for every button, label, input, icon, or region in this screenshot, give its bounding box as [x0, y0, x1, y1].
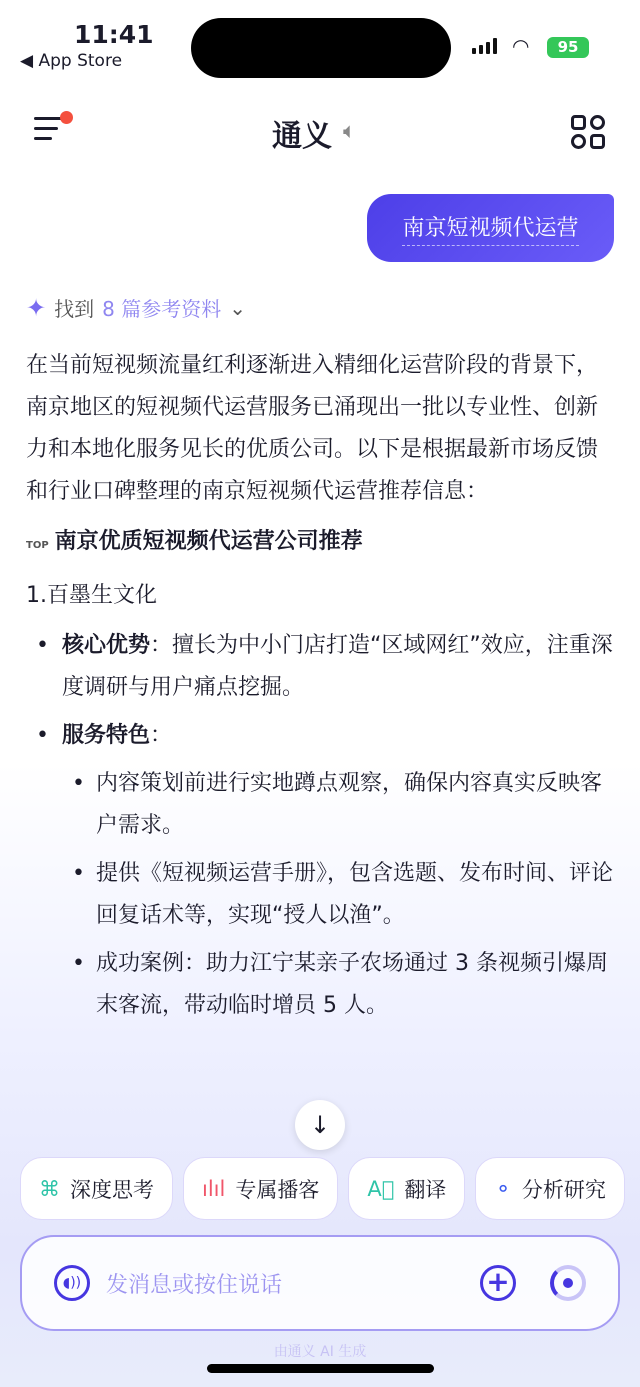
list-item — [26, 625, 616, 709]
list-item: • 提供《短视频运营手册》，包含选题、发布时间、评论回复话术等，实现“授人以渔”。 — [62, 853, 616, 937]
chip-deep-think[interactable] — [20, 1157, 173, 1220]
deep-think-icon: ⌘ — [39, 1176, 60, 1201]
chevron-down-icon: ⌄ — [229, 295, 246, 320]
page-title: 通义 — [272, 119, 332, 154]
company-details — [26, 625, 616, 1027]
svc-colon: ： — [150, 723, 173, 748]
chip-label: 分析研究 — [521, 1177, 606, 1202]
wifi-icon: ◠ — [512, 34, 530, 58]
list-item — [26, 715, 616, 1027]
input-placeholder[interactable]: 发消息或按住说话 — [106, 1272, 283, 1298]
speaker-icon[interactable]: 🔈︎ — [343, 119, 357, 144]
quick-actions — [20, 1157, 625, 1220]
translate-icon: A⃞ — [367, 1176, 395, 1201]
notification-dot — [60, 111, 73, 124]
scroll-down-button[interactable]: ↓ — [295, 1100, 345, 1150]
user-message-bubble[interactable] — [367, 194, 614, 262]
refs-prefix: 找到 — [54, 297, 95, 321]
message-input[interactable] — [20, 1235, 620, 1331]
voice-icon[interactable]: ◖)) — [54, 1265, 90, 1301]
top-nav — [0, 105, 640, 161]
references-toggle[interactable] — [26, 293, 246, 322]
chip-translate[interactable] — [348, 1157, 465, 1220]
home-indicator[interactable] — [207, 1364, 434, 1373]
section-title: 南京优质短视频代运营公司推荐 — [54, 529, 363, 554]
adv-label: 核心优势 — [62, 633, 151, 658]
ai-generated-notice: 由通义 AI 生成 — [273, 1344, 367, 1360]
adv-text: ：擅长为中小门店打造“区域网红”效应，注重深度调研与用户痛点挖掘。 — [62, 633, 613, 700]
clock: 11:41 — [74, 20, 154, 49]
list-item: • 内容策划前进行实地蹲点观察，确保内容真实反映客户需求。 — [62, 763, 616, 847]
chip-podcast[interactable] — [183, 1157, 338, 1220]
sparkle-icon: ✦ — [26, 293, 47, 322]
list-item: • 成功案例：助力江宁某亲子农场通过 3 条视频引爆周末客流，带动临时增员 5 人。 — [62, 943, 616, 1027]
battery-icon: 95 — [547, 37, 589, 58]
chip-label: 翻译 — [404, 1177, 447, 1202]
chip-label: 专属播客 — [235, 1177, 320, 1202]
top-icon: TOP — [26, 540, 49, 551]
company-title: 1.百墨生文化 — [26, 583, 157, 608]
assistant-answer — [26, 345, 616, 1027]
audio-wave-icon: ılıl — [202, 1176, 226, 1201]
status-bar — [0, 0, 640, 90]
add-icon[interactable]: + — [480, 1265, 516, 1301]
record-icon[interactable] — [550, 1265, 586, 1301]
svc-label: 服务特色 — [62, 723, 151, 748]
user-message-text: 南京短视频代运营 — [402, 211, 578, 246]
chip-analysis[interactable] — [475, 1157, 625, 1220]
menu-icon[interactable] — [34, 117, 64, 147]
graph-nodes-icon: ⚬ — [494, 1176, 512, 1201]
apps-grid-icon[interactable] — [571, 115, 605, 149]
answer-intro: 在当前短视频流量红利逐渐进入精细化运营阶段的背景下，南京地区的短视频代运营服务已涌现出一批以专业性、创新力和本地化服务见长的优质公司。以下是根据最新市场反馈和行业口碑整理的南京短视频代运营推荐信息： — [26, 353, 599, 504]
back-to-app-store[interactable]: ◀ App Store — [20, 51, 123, 71]
signal-icon — [472, 38, 497, 54]
refs-count: 8 篇参考资料 — [102, 297, 222, 321]
chip-label: 深度思考 — [70, 1177, 154, 1202]
dynamic-island — [191, 18, 451, 78]
section-heading — [26, 521, 616, 567]
